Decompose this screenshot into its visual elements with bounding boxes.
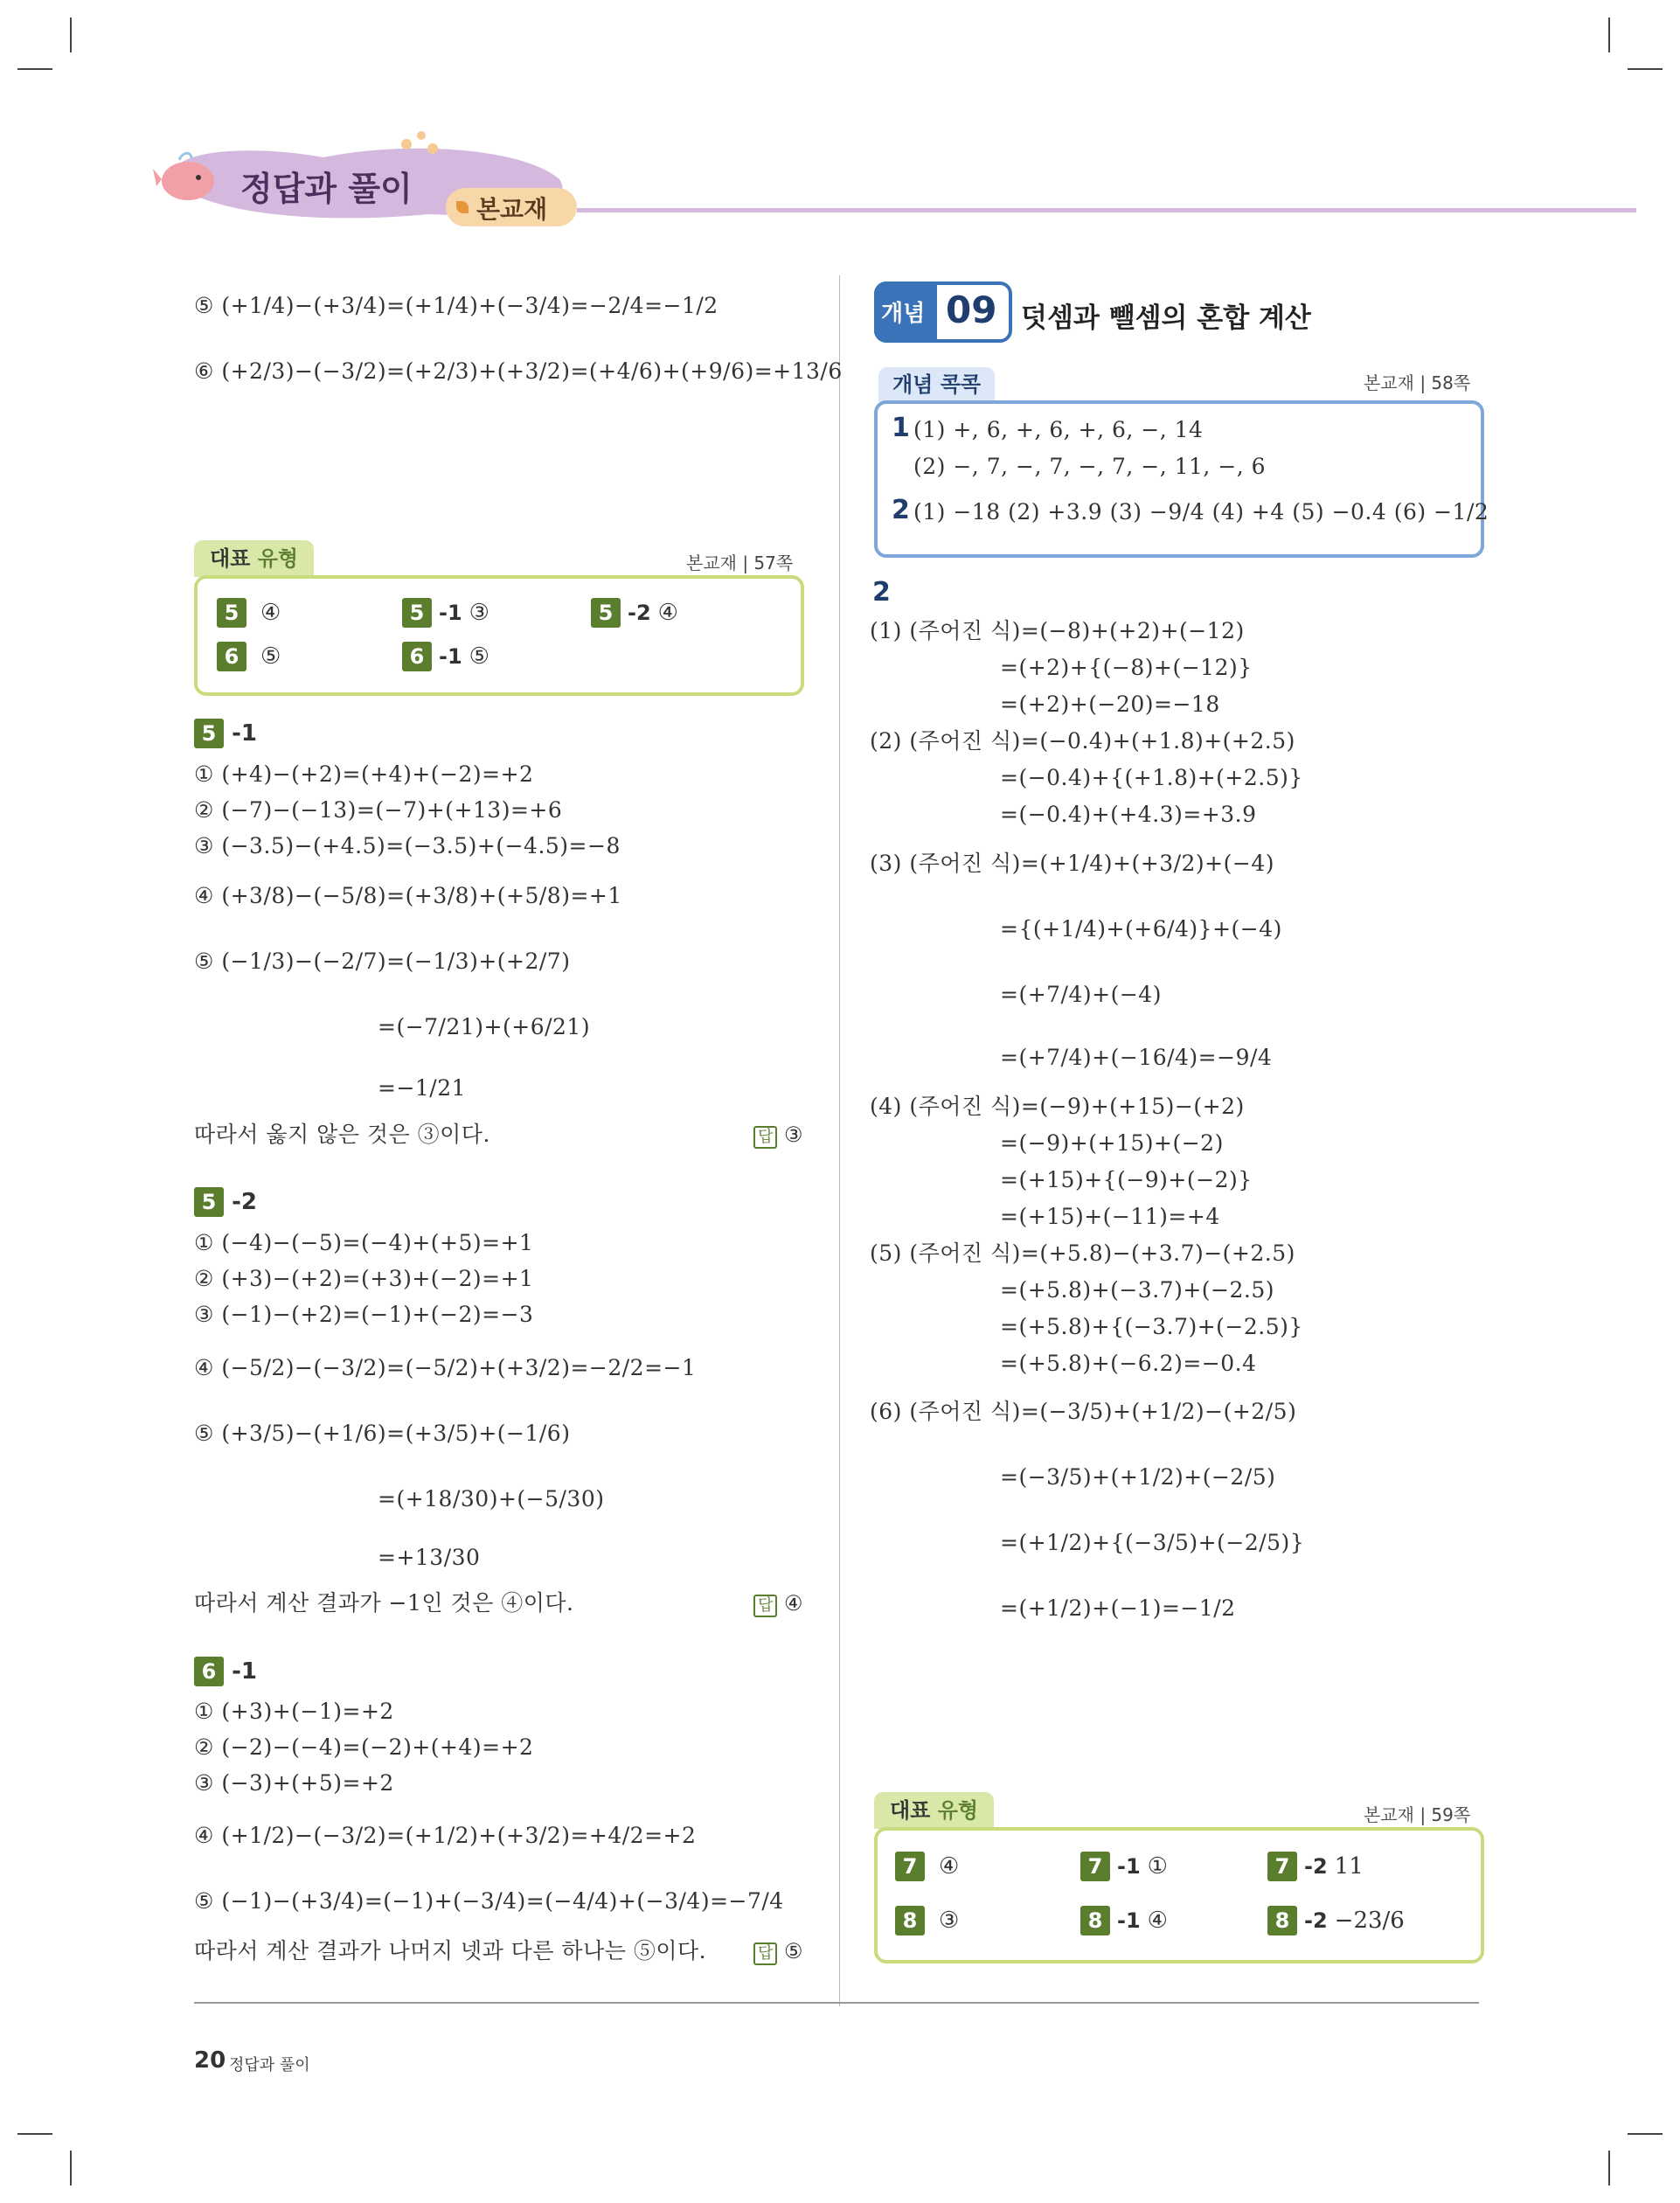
- textbook-ref: 본교재 | 57쪽: [686, 552, 794, 573]
- concept-label: 개념: [881, 301, 926, 327]
- solution-line: =(−9)+(+15)+(−2): [1000, 1130, 1224, 1156]
- solution-line: =(−3/5)+(+1/2)+(−2/5): [1000, 1464, 1276, 1490]
- crop-mark: [70, 2151, 72, 2186]
- conclusion-text: 따라서 옳지 않은 것은 ③이다.: [194, 1122, 490, 1147]
- footer-rule: [194, 2002, 1479, 2004]
- equation-line: ② (−2)−(−4)=(−2)+(+4)=+2: [194, 1734, 534, 1760]
- equation-line: ⑤ (+3/5)−(+1/6)=(+3/5)+(−1/6): [194, 1421, 571, 1446]
- equation-line: ④ (+3/8)−(−5/8)=(+3/8)+(+5/8)=+1: [194, 883, 622, 908]
- equation-line: ② (−7)−(−13)=(−7)+(+13)=+6: [194, 797, 563, 823]
- question-number: 2: [892, 495, 910, 525]
- equation-line: ④ (−5/2)−(−3/2)=(−5/2)+(+3/2)=−2/2=−1: [194, 1355, 697, 1380]
- answer-mark: 답 ③: [753, 1122, 803, 1149]
- solution-line: =(+7/4)+(−4): [1000, 982, 1162, 1007]
- conclusion-text: 따라서 계산 결과가 −1인 것은 ④이다.: [194, 1590, 574, 1616]
- equation-line: ④ (+1/2)−(−3/2)=(+1/2)+(+3/2)=+4/2=+2: [194, 1823, 697, 1848]
- solution-line: =(−0.4)+{(+1.8)+(+2.5)}: [1000, 765, 1303, 790]
- solution-line: =(+2)+{(−8)+(−12)}: [1000, 655, 1253, 680]
- solution-line: =(+5.8)+(−3.7)+(−2.5): [1000, 1277, 1274, 1303]
- equation-line: ⑥ (+2/3)−(−3/2)=(+2/3)+(+3/2)=(+4/6)+(+9/6)=+13/6: [194, 358, 843, 384]
- solution-line: =(+5.8)+(−6.2)=−0.4: [1000, 1351, 1257, 1376]
- solution-line: =(+15)+{(−9)+(−2)}: [1000, 1167, 1253, 1192]
- problem-heading: 5 -2: [194, 1187, 257, 1217]
- equation-line: ① (+4)−(+2)=(+4)+(−2)=+2: [194, 761, 534, 787]
- answer-item: 8 ③: [895, 1906, 959, 1935]
- solution-line: (5) (주어진 식)=(+5.8)−(+3.7)−(+2.5): [870, 1240, 1295, 1266]
- concept-title: 덧셈과 뺄셈의 혼합 계산: [1021, 302, 1311, 334]
- solution-heading: 2: [872, 577, 891, 608]
- equation-line: =(+18/30)+(−5/30): [378, 1486, 605, 1512]
- equation-line: ① (+3)+(−1)=+2: [194, 1699, 394, 1724]
- solution-line: =(+1/2)+{(−3/5)+(−2/5)}: [1000, 1530, 1305, 1555]
- answer-mark: 답 ⑤: [753, 1939, 803, 1965]
- solution-line: (2) (주어진 식)=(−0.4)+(+1.8)+(+2.5): [870, 728, 1295, 754]
- page-number: 20: [194, 2047, 226, 2074]
- answer-line: (2) −, 7, −, 7, −, 7, −, 11, −, 6: [913, 454, 1267, 479]
- answer-item: 7 ④: [895, 1852, 959, 1881]
- problem-heading: 6 -1: [194, 1657, 257, 1686]
- solution-line: =(+1/2)+(−1)=−1/2: [1000, 1595, 1236, 1621]
- solution-line: =(+5.8)+{(−3.7)+(−2.5)}: [1000, 1314, 1303, 1339]
- equation-line: ③ (−3.5)−(+4.5)=(−3.5)+(−4.5)=−8: [194, 833, 621, 858]
- equation-line: =+13/30: [378, 1545, 481, 1570]
- solution-line: =(+7/4)+(−16/4)=−9/4: [1000, 1045, 1273, 1070]
- concept-number: 09: [946, 288, 997, 331]
- solution-line: =(+2)+(−20)=−18: [1000, 691, 1220, 717]
- tag-leaf-icon: [456, 201, 469, 213]
- textbook-ref: 본교재 | 58쪽: [1364, 372, 1471, 393]
- question-number: 1: [892, 413, 910, 443]
- crop-mark: [1608, 2151, 1610, 2186]
- rep-type-answer-box: [194, 575, 804, 696]
- header-tag-label: 본교재: [476, 195, 548, 224]
- answer-line: (1) +, 6, +, 6, +, 6, −, 14: [913, 417, 1204, 442]
- header-rule: [577, 208, 1636, 212]
- equation-line: ② (+3)−(+2)=(+3)+(−2)=+1: [194, 1266, 534, 1291]
- equation-line: =−1/21: [378, 1075, 467, 1101]
- concept-box-tab: 개념 콕콕: [878, 367, 995, 402]
- answer-item: 8 -1 ④: [1080, 1906, 1168, 1935]
- answer-item: 5 -1 ③: [402, 598, 489, 628]
- rep-type-tab: 대표 유형: [194, 540, 314, 577]
- answer-item: 7 -2 11: [1267, 1852, 1364, 1881]
- column-divider: [839, 275, 840, 2006]
- answer-item: 8 -2 −23/6: [1267, 1906, 1405, 1935]
- solution-line: (6) (주어진 식)=(−3/5)+(+1/2)−(+2/5): [870, 1399, 1297, 1424]
- header-title: 정답과 풀이: [240, 170, 413, 208]
- crop-mark: [17, 2133, 52, 2135]
- solution-line: =(+15)+(−11)=+4: [1000, 1204, 1220, 1229]
- crop-mark: [1628, 2133, 1663, 2135]
- equation-line: ③ (−1)−(+2)=(−1)+(−2)=−3: [194, 1302, 534, 1327]
- answer-item: 5 ④: [217, 598, 281, 628]
- problem-heading: 5 -1: [194, 719, 257, 748]
- answer-line: (1) −18 (2) +3.9 (3) −9/4 (4) +4 (5) −0.4 (6) −1/2: [913, 499, 1489, 525]
- whale-mascot-icon: [153, 144, 223, 214]
- textbook-ref: 본교재 | 59쪽: [1364, 1804, 1471, 1825]
- answer-item: 6 ⑤: [217, 642, 281, 671]
- rep-type-tab: 대표 유형: [874, 1792, 994, 1829]
- solution-line: ={(+1/4)+(+6/4)}+(−4): [1000, 916, 1282, 942]
- answer-item: 5 -2 ④: [591, 598, 678, 628]
- solution-line: (4) (주어진 식)=(−9)+(+15)−(+2): [870, 1094, 1245, 1119]
- answer-item: 7 -1 ①: [1080, 1852, 1168, 1881]
- equation-line: =(−7/21)+(+6/21): [378, 1014, 591, 1039]
- page-header: [0, 0, 1680, 245]
- answer-mark: 답 ④: [753, 1591, 803, 1617]
- answer-item: 6 -1 ⑤: [402, 642, 489, 671]
- equation-line: ⑤ (+1/4)−(+3/4)=(+1/4)+(−3/4)=−2/4=−1/2: [194, 293, 719, 318]
- equation-line: ⑤ (−1/3)−(−2/7)=(−1/3)+(+2/7): [194, 949, 571, 974]
- solution-line: =(−0.4)+(+4.3)=+3.9: [1000, 802, 1257, 827]
- equation-line: ① (−4)−(−5)=(−4)+(+5)=+1: [194, 1230, 534, 1255]
- rep-type-answer-box: [874, 1827, 1484, 1963]
- footer-label: 정답과 풀이: [229, 2056, 310, 2074]
- solution-line: (1) (주어진 식)=(−8)+(+2)+(−12): [870, 618, 1245, 643]
- solution-line: (3) (주어진 식)=(+1/4)+(+3/2)+(−4): [870, 851, 1274, 876]
- equation-line: ③ (−3)+(+5)=+2: [194, 1770, 394, 1796]
- conclusion-text: 따라서 계산 결과가 나머지 넷과 다른 하나는 ⑤이다.: [194, 1938, 707, 1963]
- equation-line: ⑤ (−1)−(+3/4)=(−1)+(−3/4)=(−4/4)+(−3/4)=−7/4: [194, 1888, 784, 1914]
